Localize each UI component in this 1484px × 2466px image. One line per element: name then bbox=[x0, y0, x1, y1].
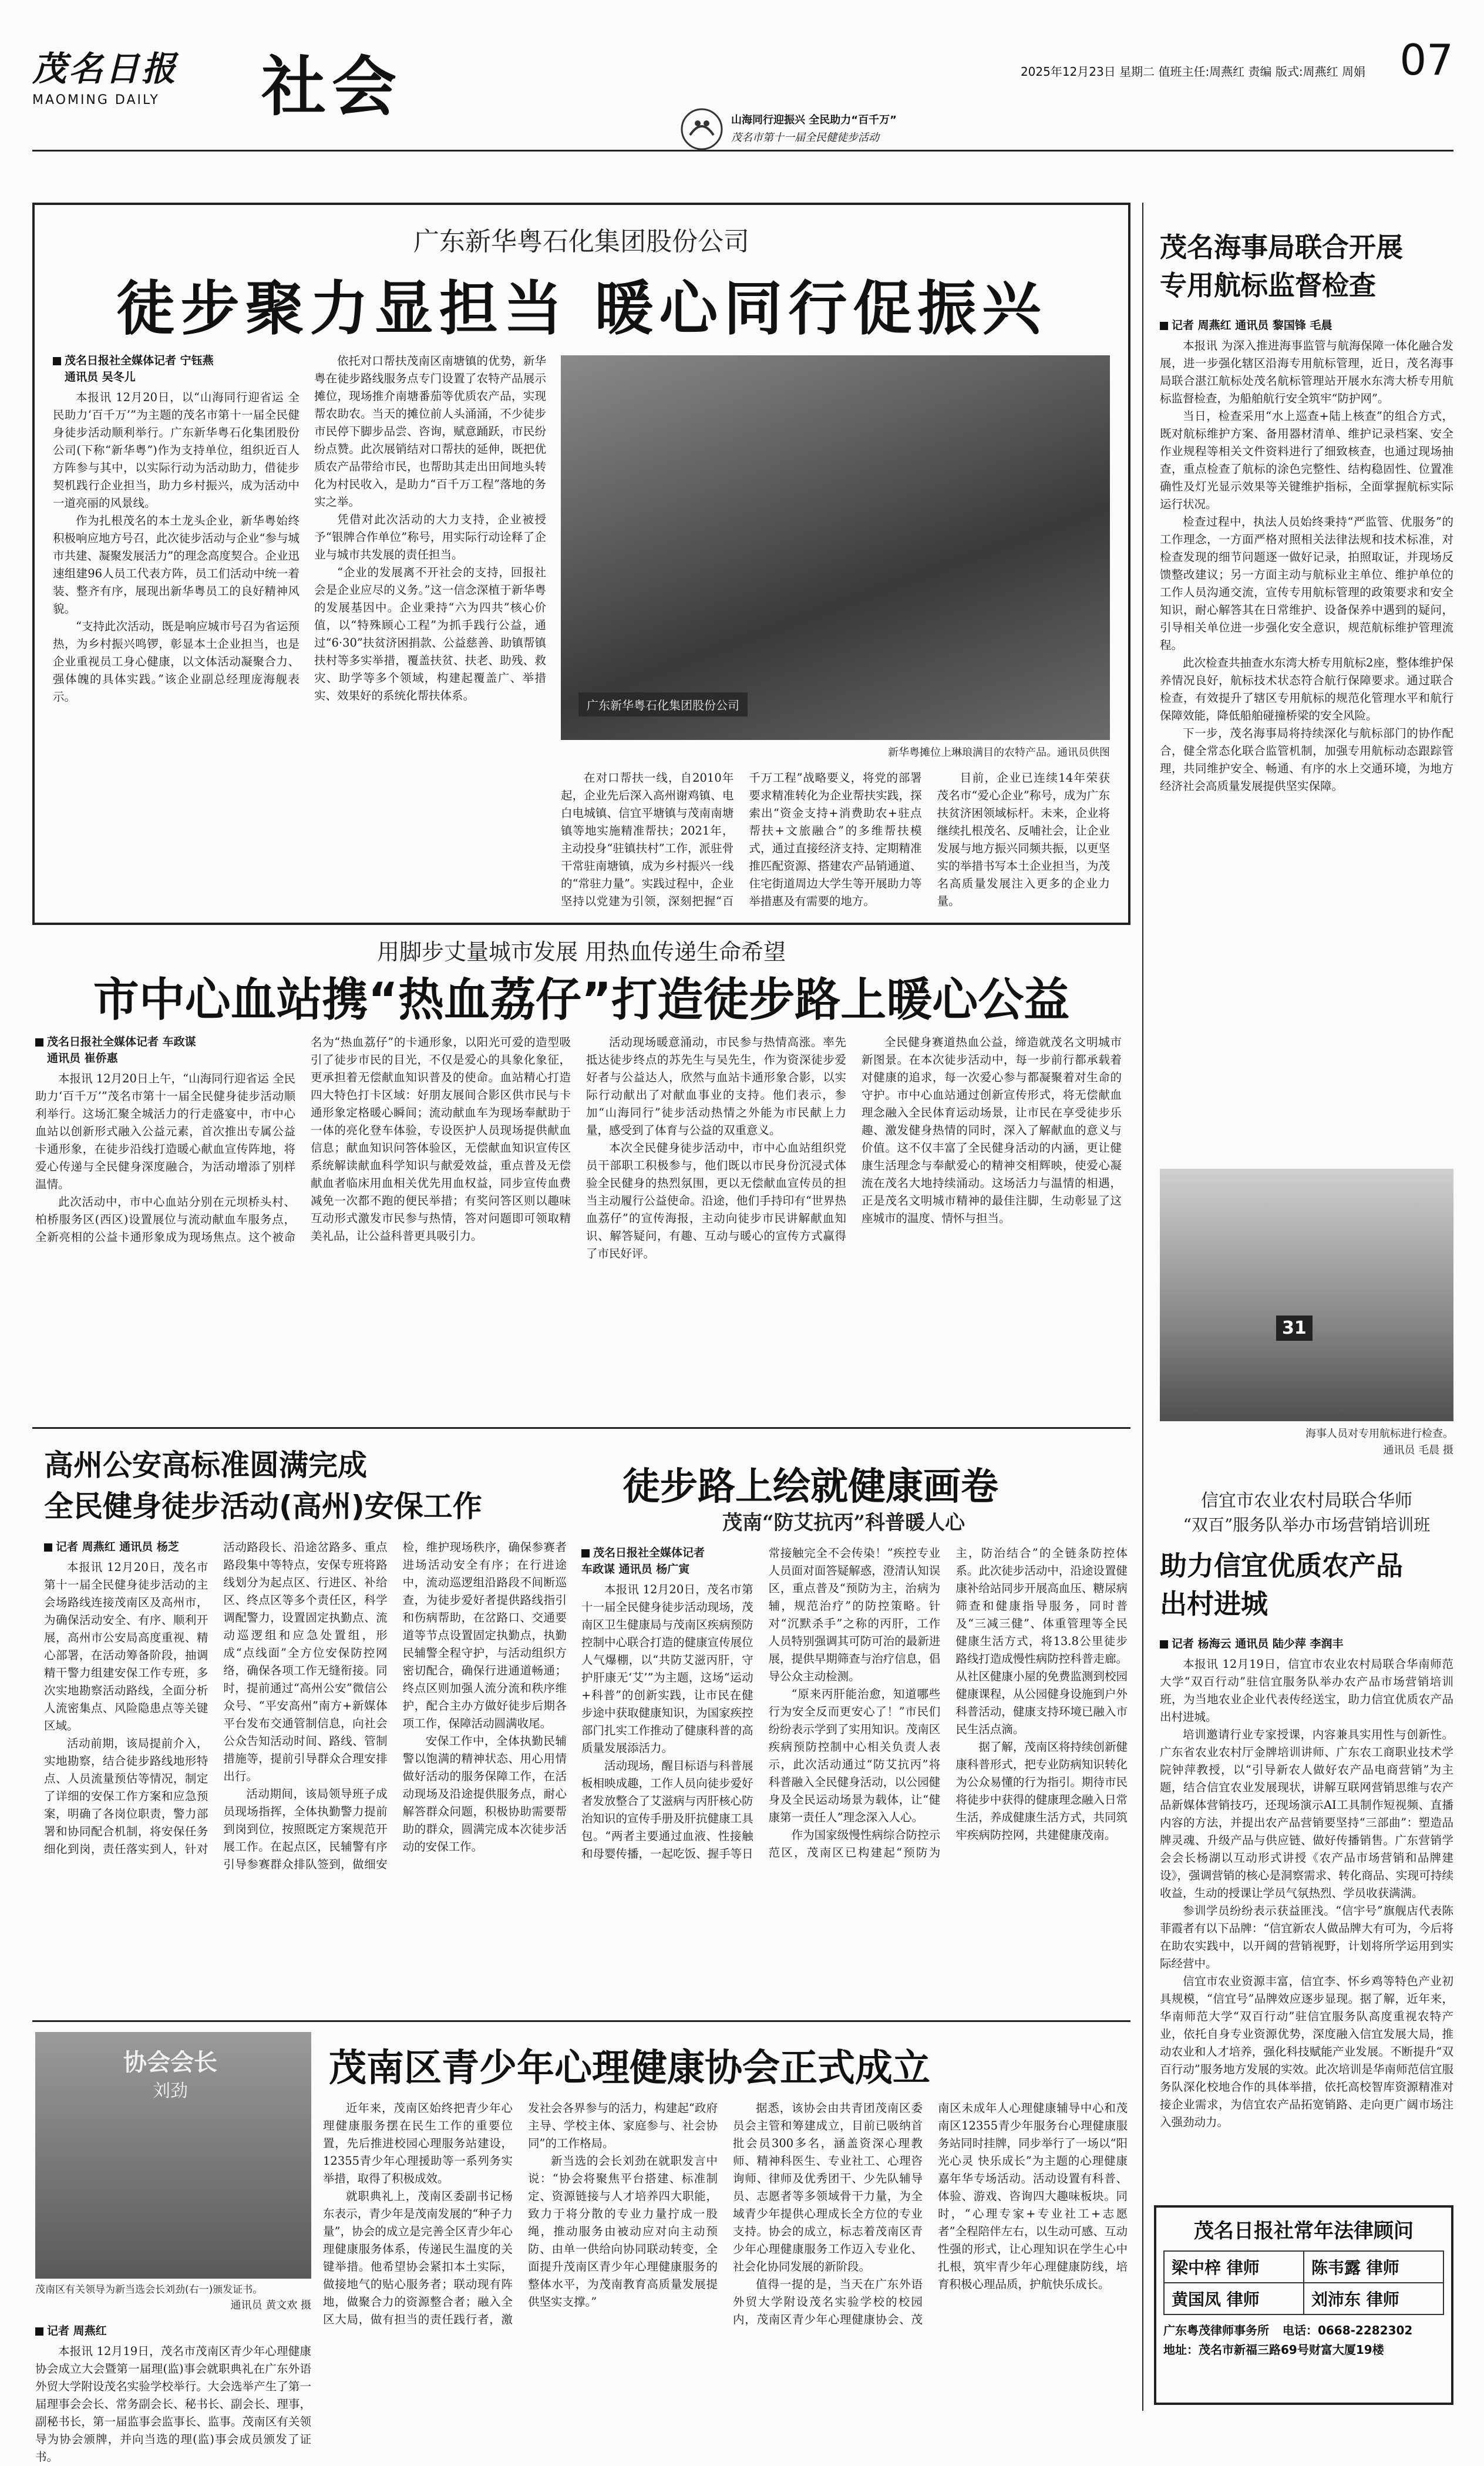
right2-para-1: 本报讯 12月19日，信宜市农业农村局联合华南师范大学“双百行动”驻信宜服务队举办农产品市场营销培训班，为当地农业企业代表传经送宝，助力信宜优质农产品出村进城。 bbox=[1160, 1657, 1453, 1724]
story2-byline1: 茂名日报社全媒体记者 车政谋 bbox=[47, 1035, 196, 1048]
right1-para-2: 当日，检查采用“水上巡查+陆上核查”的组合方式，既对航标维护方案、备用器材清单、维护记录档案、安全作业规程等相关文件资料进行了细致核查，也通过现场抽查，重点检查了航标的涂色完整性、结构稳固性、位置准确性及灯光显示效果等关键维护指标，全面掌握航标实际运行状况。 bbox=[1160, 409, 1453, 511]
story1-col-a bbox=[53, 352, 300, 910]
right1-body bbox=[1160, 317, 1453, 1163]
story4-byline2: 车政谋 通讯员 杨广寅 bbox=[581, 1563, 690, 1576]
right2-title-1: 助力信宜优质农产品 bbox=[1160, 1550, 1403, 1582]
story2-para-5: 全民健身赛道热血公益，缔造就茂名文明城市新图景。在本次徒步活动中，每一步前行都承载着对健康的追求，每一次爱心参与都凝聚着对生命的守护。市中心血站通过创新宣传形式，将无偿献血理念融入全民体育运动场景，让市民在享受徒步乐趣、激发健身热情的同时，深入了解献血的意义与价值。这不仅丰富了全民健身活动的内涵，更让健康生活理念与奉献爱心的精神交相辉映，使爱心凝流在茂名大地持续涌动。这场活力与温情的相遇，正是茂名文明城市精神的最佳注脚，生动彰显了这座城市的温度、情怀与担当。 bbox=[862, 1035, 1122, 1225]
logo bbox=[32, 41, 244, 107]
story5-body bbox=[323, 2100, 1128, 2411]
story4-body bbox=[581, 1545, 1128, 2009]
right1-title-2: 专用航标监督检查 bbox=[1160, 270, 1376, 301]
masthead-rule bbox=[32, 150, 1453, 152]
campaign-banner bbox=[678, 106, 984, 153]
right2-para-4: 信宜市农业资源丰富，信宜李、怀乡鸡等特色产业初具规模，“信宜号”品牌效应逐步显现。据了解，近年来，华南师范大学“双百行动”驻信宜服务队高度重视农特产业，依托自身专业资源优势，深度融入信宜发展大局，推动农业和人才培养，强化科技赋能产业发展。不断提升“双百行动”服务地方发展的实效。此次培训是华南师范信宜服务队深化校地合作的具体举措，依托高校智库资源精准对接企业需求，为信宜农产品拓宽销路、走向更广阔市场注入强劲动力。 bbox=[1160, 1974, 1453, 2129]
story3-para-3: 活动期间，该局领导班子成员现场指挥，全体执勤警力提前到岗到位，按照既定方案规范开展工作。在起点区，民辅警有序引导参赛群众排队签到，做细安检，维护现场秩序，确保参赛者进场活动安全有序；在行进途中，流动巡逻组沿路段不间断巡查，为徒步爱好者提供路线指引和伤病帮助，在岔路口、交通要道等节点设置固定执勤点，执勤民辅警全程守护，与活动组织方密切配合，确保行进通道畅通；终点区则加强人流分流和秩序维护，配合主办方做好徒步后期各项工作，保障活动圆满收尾。 bbox=[223, 1540, 567, 1871]
story2-body bbox=[35, 1034, 1122, 1421]
law-firm: 广东粤茂律师事务所 bbox=[1163, 2323, 1269, 2337]
logo-english: MAOMING DAILY bbox=[32, 93, 160, 107]
lawyer-3: 黄国凤 律师 bbox=[1164, 2283, 1304, 2314]
right1-para-5: 下一步，茂名海事局将持续深化与航标部门的协作配合，健全常态化联合监管机制，加强专用航标动态跟踪管理，共同维护安全、畅通、有序的水上交通环境，为地方经济社会高质量发展提供坚实保障。 bbox=[1160, 726, 1453, 793]
story3-para-4: 安保工作中，全体执勤民辅警以饱满的精神状态、用心用情做好活动的服务保障工作，在活动现场及沿途提供服务点，耐心解答群众问题，积极协助需要帮助的群众，圆满完成本次徒步活动的安保工作。 bbox=[402, 1734, 567, 1853]
story4-para-2: 活动现场，醒目标语与科普展板相映成趣，工作人员向徒步爱好者发放整合了艾滋病与丙肝核心防治知识的宣传手册及肝抗健康工具包。“两者主要通过血液、性接触和母婴传播，一起吃饭、握手等日常接触完全不会传染！”疾控专业人员面对面答疑解惑，澄清认知误区，重点普及“预防为主，治病为辅，规范治疗”的防控策略。针对“沉默杀手”之称的丙肝，工作人员特别强调其可防可治的最新进展，提供早期筛查与治疗信息，倡导公众主动检测。 bbox=[581, 1546, 941, 1861]
law-box-title: 茂名日报社常年法律顾问 bbox=[1194, 2219, 1414, 2243]
story3-para-2: 活动前期，该局提前介入，实地勘察，结合徒步路线地形特点、人员流量预估等情况，制定了详细的安保工作方案和应急预案，明确了各岗位职责，警力部署和协同配合机制，将安保任务细化到岗，责任落实到人，针对活动路段长、沿途岔路多、重点路段集中等特点，安保专班将路线划分为起点区、行进区、补给区、终点区等多个责任区，科学调配警力，设置固定执勤点、流动巡逻组和应急处置组，形成“点线面”全方位安保防控网络，确保各项工作无缝衔接。同时，提前通过“高州公安”微信公众号、“平安高州”南方+新媒体平台发布交通管制信息，向社会公众告知活动时间、路线、管制措施等，提前引导群众合理安排出行。 bbox=[44, 1540, 388, 1856]
story4-title: 徒步路上绘就健康画卷 bbox=[622, 1465, 998, 1509]
walkers-logo-icon bbox=[678, 106, 725, 153]
right1-title-1: 茂名海事局联合开展 bbox=[1160, 231, 1403, 263]
right1-byline: 记者 周燕红 通讯员 黎国锋 毛晨 bbox=[1172, 319, 1332, 332]
story4-byline1: 茂名日报社全媒体记者 bbox=[593, 1546, 705, 1559]
story2-byline2: 通讯员 崔侨惠 bbox=[47, 1052, 118, 1065]
story1-para-2: 作为扎根茂名的本土龙头企业，新华粤始终积极响应地方号召，此次徒步活动与企业“参与城市共建、凝聚发展活力”的理念高度契合。企业迅速组建96人员工代表方阵，员工们活动中统一着装、整齐有序，展现出新华粤员工的良好精神风貌。 bbox=[53, 514, 300, 615]
right1-para-3: 检查过程中，执法人员始终秉持“严监管、优服务”的工作理念，一方面严格对照相关法律法规和技术标准，对检查发现的细节问题逐一做好记录，拍照取证，并现场反馈整改建议；另一方面主动与航标业主单位、维护单位的工作人员沟通交流，宣传专用航标管理的政策要求和安全知识，耐心解答其在日常维护、设备保养中遇到的疑问，引导相关单位进一步强化安全意识，规范航标维护管理流程。 bbox=[1160, 515, 1453, 652]
logo-text: 茂名日报 bbox=[32, 49, 179, 89]
story1-photo bbox=[561, 355, 1110, 740]
story5-byline-col bbox=[35, 2323, 311, 2464]
story4-para-3: “原来丙肝能治愈，知道哪些行为安全反而更安心了！”市民们纷纷表示学到了实用知识。茂南区疾病预防控制中心相关负责人表示，此次活动通过“防艾抗丙”将科普融入全民健身活动，以公园健身及全民运动场景为载体，让“健康第一责任人”理念深入人心。 bbox=[768, 1687, 941, 1824]
story1-para-3: “支持此次活动，既是响应城市号召为省运预热，为乡村振兴鸣锣，彰显本土企业担当，也是企业重视员工身心健康，以文体活动凝聚合力、强体魄的具体实践。”该企业副总经理庞海舰表示。 bbox=[53, 620, 300, 704]
story1-para-1: 本报讯 12月20日，以“山海同行迎省运 全民助力‘百千万’”为主题的茂名市第十一届全民健身徒步活动顺利举行。广东新华粤石化集团股份公司(下称“新华粤”)作为支持单位，组织近百人方阵参与其中，以实际行动为活动助力，借徒步契机践行企业担当，助力乡村振兴，成为活动中一道亮丽的风景线。 bbox=[53, 391, 300, 510]
banner-line-1: 山海同行迎振兴 全民助力“百千万” bbox=[731, 114, 897, 126]
story2-rule bbox=[32, 1427, 1130, 1429]
right2-kicker-2: “双百”服务队举办市场营销培训班 bbox=[1183, 1515, 1431, 1535]
law-phone: 电话：0668-2282302 bbox=[1282, 2323, 1413, 2337]
law-box bbox=[1154, 2205, 1453, 2405]
right2-para-2: 培训邀请行业专家授课，内容兼具实用性与创新性。广东省农业农村厅金牌培训讲师、广东农工商职业技术学院钟萍教授，以“引导新农人做好农产品电商营销”为主题，结合信宜农业发展现状，讲解互联网营销思维与农产品新媒体营销技巧，还现场演示AI工具制作短视频、直播内容的方法，并提出农产品营销要坚持“三部曲”：塑造品牌灵魂、升级产品与供应链、做好传播销售。广东营销学会会长杨湖以互动形式讲授《农产品市场营销和品牌建设》，强调营销的核心是洞察需求、转化商品、实现可持续收益，生动的授课让学员气氛热烈、学员收获满满。 bbox=[1160, 1728, 1453, 1900]
story1-byline1: 茂名日报社全媒体记者 宁钰燕 bbox=[65, 354, 214, 367]
lawyer-4: 刘沛东 律师 bbox=[1304, 2283, 1443, 2314]
story5-title: 茂南区青少年心理健康协会正式成立 bbox=[329, 2047, 930, 2090]
buoy-number: 31 bbox=[1276, 1316, 1313, 1341]
right1-caption-1: 海事人员对专用航标进行检查。 bbox=[1305, 1428, 1453, 1440]
story5-caption-2: 通讯员 黄文欢 摄 bbox=[230, 2299, 311, 2312]
story5-para-3: 就职典礼上，茂南区委副书记杨东表示，青少年是茂南发展的“种子力量”，协会的成立是完善全区青少年心理健康服务体系，传递民生温度的关键举措。他希望协会紧扣本土实际，做接地气的贴心服务者；联动现有阵地，做聚合力的资源整合者；融入全区大局，做有担当的责任践行者，激发社会各界参与的活力，构建起“政府主导、学校主体、家庭参与、社会协同”的工作格局。 bbox=[323, 2101, 718, 2326]
story3-title-1: 高州公安高标准圆满完成 bbox=[44, 1448, 367, 1482]
story5-para-6: 值得一提的是，当天在广东外语外贸大学附设茂名实验学校的校园内，茂南区青少年心理健康协会、茂南区未成年人心理健康辅导中心和茂南区12355青少年服务台心理健康服务站同时挂牌，同步举行了一场以“阳光心灵 快乐成长”为主题的心理健康嘉年华专场活动。活动设置有科普、体验、游戏、咨询四大趣味板块。同时，“心理专家+专业社工+志愿者”全程陪伴左右，以生动可感、互动性强的形式，让心理知识在学生心中扎根，筑牢青少年心理健康防线，培育积极心理品质，护航快乐成长。 bbox=[733, 2101, 1128, 2326]
story4-subtitle: 茂南“防艾抗丙”科普暖人心 bbox=[722, 1511, 965, 1535]
story1-kicker: 广东新华粤石化集团股份公司 bbox=[413, 227, 749, 257]
story34-rule bbox=[32, 2020, 1130, 2022]
story5-photo-banner-2: 刘劲 bbox=[153, 2081, 188, 2101]
banner-line-2: 茂名市第十一届全民健徒步活动 bbox=[731, 132, 879, 144]
story5-para-5: 据悉，该协会由共青团茂南区委员会主管和筹建成立，目前已吸纳首批会员300多名，涵盖资深心理教师、精神科医生、专业社工、心理咨询师、律师及优秀团干、少先队辅导员、志愿者等多领域骨干力量，为全域青少年提供心理成长全方位的专业支持。协会的成立，标志着茂南区青少年心理健康服务工作迈入专业化、社会化协同发展的新阶段。 bbox=[733, 2101, 923, 2273]
right2-title-2: 出村进城 bbox=[1160, 1588, 1268, 1620]
story1-para-5: 凭借对此次活动的大力支持，企业被授予“银牌合作单位”称号，用实际行动诠释了企业与城市共发展的责任担当。 bbox=[314, 513, 546, 561]
law-table bbox=[1163, 2250, 1444, 2315]
right2-byline: 记者 杨海云 通讯员 陆少萍 李润丰 bbox=[1172, 1637, 1344, 1650]
law-address: 地址：茂名市新福三路69号财富大厦19楼 bbox=[1163, 2343, 1384, 2357]
story5-photo bbox=[35, 2032, 311, 2279]
date-line: 2025年12月23日 星期二 值班主任:周燕红 责编 版式:周燕红 周娟 bbox=[1020, 65, 1365, 79]
section-title: 社会 bbox=[261, 49, 402, 125]
story1-photo-caption: 新华粤摊位上琳琅满目的农特产品。通讯员供图 bbox=[888, 746, 1110, 759]
story5-byline: 记者 周燕红 bbox=[47, 2324, 107, 2337]
lawyer-2: 陈韦露 律师 bbox=[1304, 2251, 1443, 2283]
story2-para-4: 本次全民健身徒步活动中，市中心血站组织党员干部职工积极参与，他们既以市民身份沉浸式体验全民健身的热烈氛围，更以无偿献血宣传员的担当主动履行公益使命。沿途，他们手持印有“世界热血荔仔”的宣传海报，主动向徒步市民讲解献血知识、解答疑问，有趣、互动与暖心的宣传方式赢得了市民好评。 bbox=[586, 1141, 846, 1260]
story1-para-6: “企业的发展离不开社会的支持，回报社会是企业应尽的义务。”这一信念深植于新华粤的发展基因中。企业秉持“六为四共”核心价值，以“特殊顾心工程”为抓手践行公益，通过“6·30”扶贫济困捐款、公益慈善、助镇帮镇扶村等多实举措，覆盖扶贫、扶老、助残、救灾、助学等多个领域，构建起覆盖广、举措实、效果好的系统化帮扶体系。 bbox=[314, 566, 546, 702]
right1-para-1: 本报讯 为深入推进海事监管与航海保障一体化融合发展，进一步强化辖区沿海专用航标管理，近日，茂名海事局联合湛江航标处茂名航标管理站开展水东湾大桥专用航标监督检查，为船舶航行安全筑牢“防护网”。 bbox=[1160, 339, 1453, 405]
story2-para-3: 活动现场暖意涌动，市民参与热情高涨。率先抵达徒步终点的苏先生与吴先生，作为资深徒步爱好者与公益达人，欣然与血站卡通形象合影，以实际行动献出了对献血事业的支持。他们表示，参加“山海同行”徒步活动热情之外能为市民献上力量，感受到了体育与公益的双重意义。 bbox=[586, 1035, 846, 1137]
story1-byline2: 通讯员 吴冬儿 bbox=[65, 371, 136, 383]
story4-para-1: 本报讯 12月20日，茂名市第十一届全民健身徒步活动现场，茂南区卫生健康局与茂南区疾病预防控制中心联合打造的健康宣传展位人气爆棚，以“共防艾滋丙肝，守护肝康无‘艾’”为主题，这场“运动+科普”的创新实践，让市民在健步途中获取健康知识，为国家疾控部门扎实工作推动了健康科普的高质量发展添活力。 bbox=[581, 1583, 753, 1755]
story1-col-b bbox=[314, 352, 546, 910]
lawyer-1: 梁中梓 律师 bbox=[1164, 2251, 1304, 2283]
story4-para-4: 作为国家级慢性病综合防控示范区，茂南区已构建起“预防为主，防治结合”的全链条防控体系。此次徒步活动中，沿途设置健康补给站同步开展高血压、糖尿病筛查和健康指导服务，同时普及“三减三健”、体重管理等全民健康生活方式，将13.8公里徒步路线打造成慢性病防控科普走廊。从社区健康小屋的免费监测到校园健康课程，从公园健身设施到户外科普活动，健康支持环境已融入市民生活点滴。 bbox=[768, 1546, 1128, 1859]
story4-para-5: 据了解，茂南区将持续创新健康科普形式，把专业防病知识转化为公众易懂的行为指引。期待市民将徒步中获得的健康理念融入日常生活，养成健康生活方式，共同筑牢疾病防控网，共建健康茂南。 bbox=[955, 1740, 1128, 1842]
page-number: 07 bbox=[1399, 35, 1453, 85]
story1-photo-banner: 广东新华粤石化集团股份公司 bbox=[578, 692, 748, 716]
story2-kicker: 用脚步丈量城市发展 用热血传递生命希望 bbox=[376, 939, 786, 965]
right-column-rule bbox=[1142, 203, 1143, 2411]
story5-caption-1: 茂南区有关领导为新当选会长刘劲(右一)颁发证书。 bbox=[35, 2284, 263, 2296]
story1-title: 徒步聚力显担当 暖心同行促振兴 bbox=[116, 274, 1047, 343]
story2-para-1: 本报讯 12月20日上午，“山海同行迎省运 全民助力‘百千万’”茂名市第十一届全民健身徒步活动顺利举行。这场汇聚全城活力的行走盛宴中，市中心血站以创新形式融入公益元素，首次推出专属公益卡通形象，在徒步沿线打造暖心献血宣传阵地，将爱心传递与全民健身深度融合，为活动增添了别样温情。 bbox=[35, 1072, 295, 1191]
story5-para-2: 近年来，茂南区始终把青少年心理健康服务摆在民生工作的重要位置，先后推进校园心理服务站建设，12355青少年心理援助等一系列务实举措，取得了积极成效。 bbox=[323, 2101, 513, 2185]
story3-body bbox=[44, 1539, 567, 2009]
story1-para-7: 在对口帮扶一线，自2010年起，企业先后深入高州谢鸡镇、电白电城镇、信宜平塘镇与茂南南塘镇等地实施精准帮扶；2021年，主动投身“驻镇扶村”工作，派驻骨干常驻南塘镇，成为乡村振兴一线的“常驻力量”。实践过程中，企业坚持以党建为引领，深刻把握“百千万工程”战略要义，将党的部署要求精准转化为企业帮扶实践，探索出“资金支持+消费助农+驻点帮扶+文旅融合”的多维帮扶模式，通过直接经济支持、定期精准推匹配资源、搭建农产品销通道、住宅街道周边大学生等开展助力等举措惠及有需要的地方。 bbox=[561, 771, 922, 908]
story5-photo-banner-1: 协会会长 bbox=[123, 2049, 217, 2076]
story2-title: 市中心血站携“热血荔仔”打造徒步路上暖心公益 bbox=[93, 974, 1070, 1027]
story2-para-2: 此次活动中，市中心血站分别在元坝桥头村、柏桥服务区(西区)设置展位与流动献血车服务点，全新亮相的公益卡通形象成为现场焦点。这个被命名为“热血荔仔”的卡通形象，以阳光可爱的造型吸引了徒步市民的目光，不仅是爱心的具象化象征，更承担着无偿献血知识普及的使命。血站精心打造四大特色打卡区域：好朋友展间合影区供市民与卡通形象定格暖心瞬间；流动献血车为现场奉献助于一体的亮化登车体验，专设医护人员现场提供献血信息；献血知识问答体验区，无偿献血知识宣传区系统解读献血科学知识与献爱效益，重点普及无偿献血者临床用血相关优先用血权益，同步宣传血费减免一次都不跑的便民举措；有奖问答区则以趣味互动形式激发市民参与热情，答对问题即可领取精美礼品，让公益科普更具吸引力。 bbox=[35, 1035, 571, 1244]
story5-para-4: 新当选的会长刘劲在就职发言中说：“协会将聚焦平台搭建、标准制定、资源链接与人才培养四大职能，致力于将分散的专业力量拧成一股绳，推动服务由被动应对向主动预防、由单一供给向协同联动转变，全面提升茂南区青少年心理健康服务的整体水平，为茂南教育高质量发展提供坚实支撑。” bbox=[528, 2154, 718, 2309]
masthead bbox=[32, 35, 1453, 144]
right1-para-4: 此次检查共抽查水东湾大桥专用航标2座，整体维护保养情况良好，航标技术状态符合航行保障要求。通过联合检查，有效提升了辖区专用航标的规范化管理水平和航行保障效能，降低船舶碰撞桥梁的安全风险。 bbox=[1160, 656, 1453, 722]
right2-para-3: 参训学员纷纷表示获益匪浅。“信宇号”旗舰店代表陈菲霞者有以下品牌：“信宜新农人做品牌大有可为，今后将在助农实践中，以开阔的营销视野，计划将所学运用到实际经营中。 bbox=[1160, 1904, 1453, 1970]
story3-para-1: 本报讯 12月20日，茂名市第十一届全民健身徒步活动的主会场路线连接茂南区及高州市，为确保活动安全、有序、顺利开展，高州市公安局高度重视、精心部署，在活动筹备阶段，抽调精干警力组建安保工作专班，多次实地勘察活动路线，全面分析人流密集点、风险隐患点等关键区域。 bbox=[44, 1560, 208, 1732]
right1-caption-2: 通讯员 毛晨 摄 bbox=[1383, 1444, 1453, 1456]
story1-para-8: 目前，企业已连续14年荣获茂名市“爱心企业”称号，成为广东扶贫济困领域标杆。未来，企业将继续扎根茂名、反哺社会，让企业发展与地方振兴同频共振，以更坚实的举措书写本土企业担当，为茂名高质量发展注入更多的企业力量。 bbox=[937, 771, 1110, 908]
right2-kicker-1: 信宜市农业农村局联合华师 bbox=[1201, 1491, 1412, 1511]
story1-para-4: 依托对口帮扶茂南区南塘镇的优势，新华粤在徒步路线服务点专门设置了农特产品展示摊位，现场推介南塘番茄等优质农产品，实现帮农助农。当天的摊位前人头涌涌，不少徒步市民停下脚步品尝、咨询，赋意踊跃，市民纷纷点赞。此次展销结对口帮扶的延伸，既把优质农产品带给市民，也帮助其走出田间地头转化为村民收入，是助力“百千万工程”落地的务实之举。 bbox=[314, 354, 546, 509]
right2-body bbox=[1160, 1636, 1453, 2152]
story3-title-2: 全民健身徒步活动(高州)安保工作 bbox=[44, 1489, 482, 1523]
story3-byline: 记者 周燕红 通讯员 杨芝 bbox=[56, 1540, 179, 1553]
right1-photo bbox=[1160, 1169, 1453, 1421]
story1-bottom-cols bbox=[561, 769, 1110, 916]
story5-para-1: 本报讯 12月19日，茂名市茂南区青少年心理健康协会成立大会暨第一届理(监)事会就职典礼在广东外语外贸大学附设茂名实验学校举行。大会选举产生了第一届理事会会长、常务副会长、秘书长、副会长、理事，副秘书长，第一届监事会监事长、监事。茂南区有关领导为协会颁牌，并向当选的理(监)事会成员颁发了证书。 bbox=[35, 2344, 311, 2464]
